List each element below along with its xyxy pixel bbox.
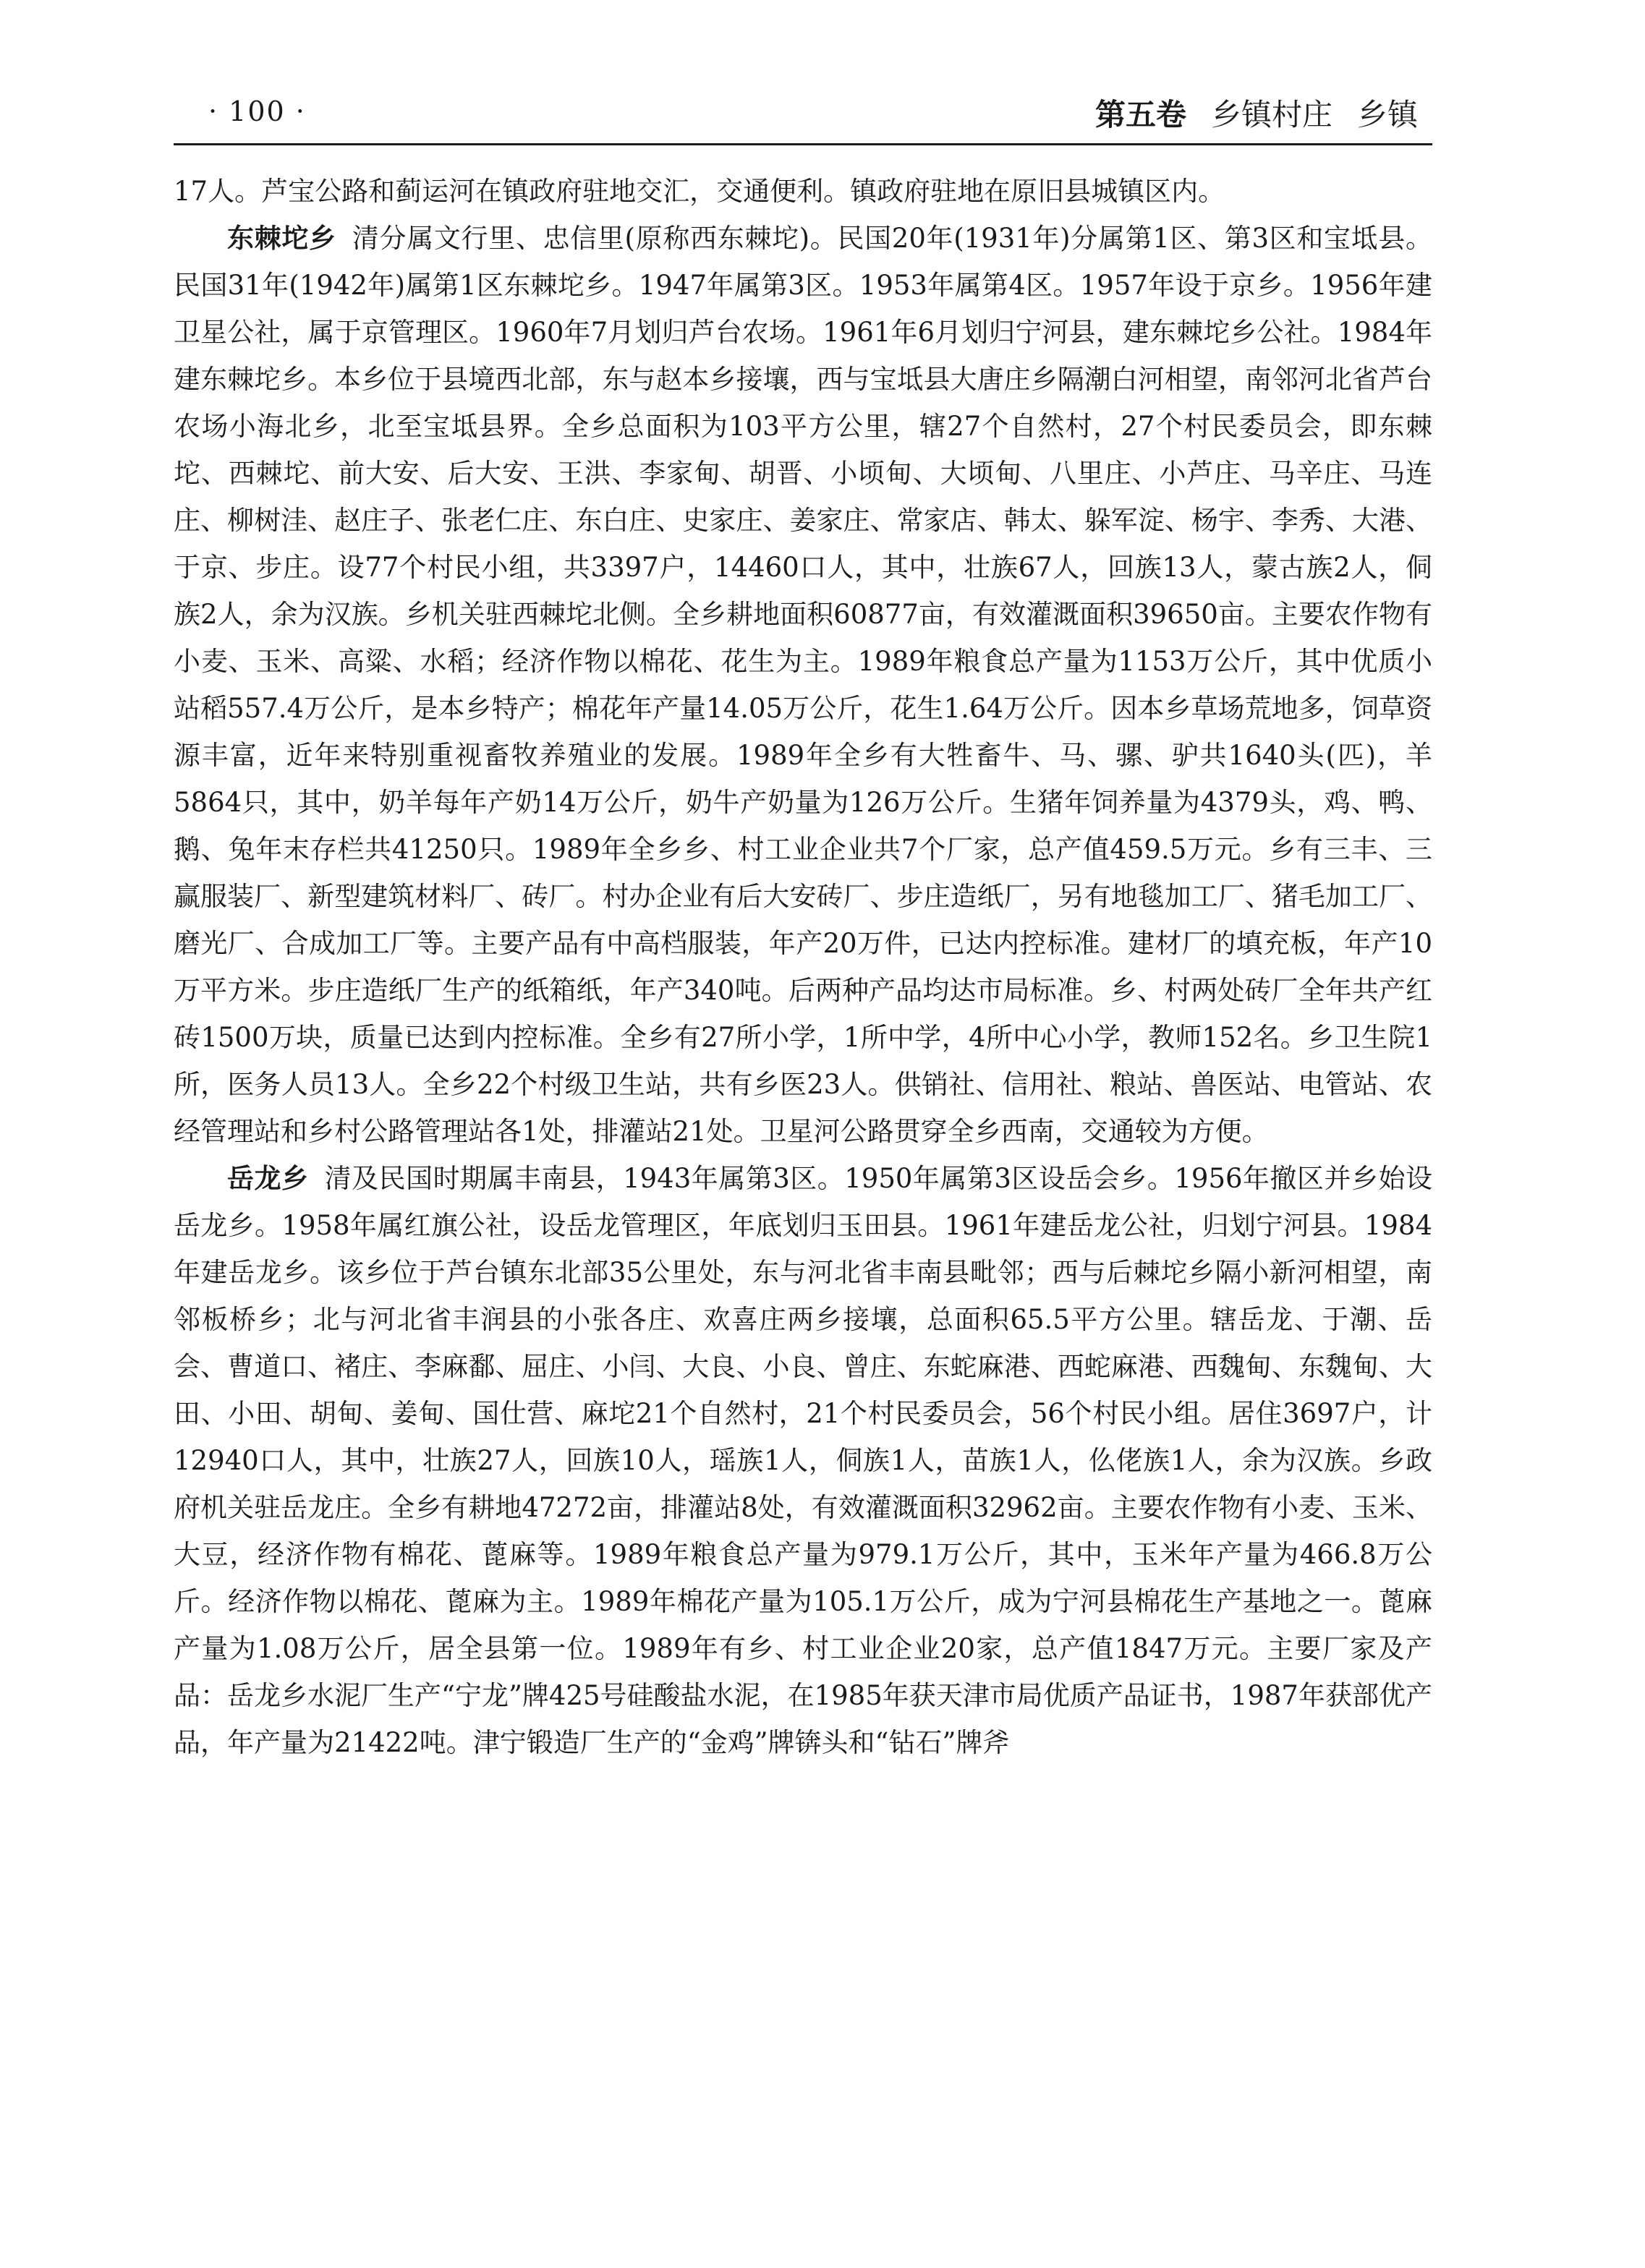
volume-title: 第五卷: [1094, 97, 1186, 132]
paragraph-text: 清及民国时期属丰南县，1943年属第3区。1950年属第3区设岳会乡。1956年撤区并乡始设岳龙乡。1958年属红旗公社，设岳龙管理区，年底划归玉田县。1961年建岳龙公社，归划宁河县。1984年建岳龙乡。该乡位于芦台镇东北部35公里处，东与河北省丰南县毗邻；西与后棘坨乡隔小新河相望，南邻板桥乡；北与河北省丰润县的小张各庄、欢喜庄两乡接壤，总面积65.5平方公里。辖岳龙、于潮、岳会、曹道口、褚庄、李麻鄱、屈庄、小闫、大良、小良、曾庄、东蛇麻港、西蛇麻港、西魏甸、东魏甸、大田、小田、胡甸、姜甸、国仕营、麻坨21个自然村，21个村民委员会，56个村民小组。居住3697户，计12940口人，其中，壮族27人，回族10人，瑶族1人，侗族1人，苗族1人，仫佬族1人，余为汉族。乡政府机关驻岳龙庄。全乡有耕地47272亩，排灌站8处，有效灌溉面积32962亩。主要农作物有小麦、玉米、大豆，经济作物有棉花、蓖麻等。1989年粮食总产量为979.1万公斤，其中，玉米年产量为466.8万公斤。经济作物以棉花、蓖麻为主。1989年棉花产量为105.1万公斤，成为宁河县棉花生产基地之一。蓖麻产量为1.08万公斤，居全县第一位。1989年有乡、村工业企业20家，总产值1847万元。主要厂家及产品：岳龙乡水泥厂生产“宁龙”牌425号硅酸盐水泥，在1985年获天津市局优质产品证书，1987年获部优产品，年产量为21422吨。津宁锻造厂生产的“金鸡”牌锛头和“钻石”牌斧: [174, 1163, 1432, 1758]
page-number: · 100 ·: [208, 95, 306, 127]
category-title: 乡镇村庄: [1210, 97, 1332, 132]
paragraph-yuelong: [174, 1155, 1432, 1766]
paragraph-text: 17人。芦宝公路和蓟运河在镇政府驻地交汇，交通便利。镇政府驻地在原旧县城镇区内。: [174, 176, 1225, 207]
paragraph-dongjituo: [174, 215, 1432, 1155]
entry-term: 岳龙乡: [227, 1163, 309, 1194]
subcategory-title: 乡镇: [1356, 97, 1418, 132]
entry-term: 东棘坨乡: [227, 223, 336, 254]
body-text: [174, 168, 1432, 1766]
page-header: [174, 85, 1432, 143]
section-title: [1095, 91, 1418, 135]
paragraph-text: 清分属文行里、忠信里(原称西东棘坨)。民国20年(1931年)分属第1区、第3区和宝坻县。民国31年(1942年)属第1区东棘坨乡。1947年属第3区。1953年属第4区。1957年设于京乡。1956年建卫星公社，属于京管理区。1960年7月划归芦台农场。1961年6月划归宁河县，建东棘坨乡公社。1984年建东棘坨乡。本乡位于县境西北部，东与赵本乡接壤，西与宝坻县大唐庄乡隔潮白河相望，南邻河北省芦台农场小海北乡，北至宝坻县界。全乡总面积为103平方公里，辖27个自然村，27个村民委员会，即东棘坨、西棘坨、前大安、后大安、王洪、李家甸、胡晋、小顷甸、大顷甸、八里庄、小芦庄、马辛庄、马连庄、柳树洼、赵庄子、张老仁庄、东白庄、史家庄、姜家庄、常家店、韩太、躲军淀、杨宇、李秀、大港、于京、步庄。设77个村民小组，共3397户，14460口人，其中，壮族67人，回族13人，蒙古族2人，侗族2人，余为汉族。乡机关驻西棘坨北侧。全乡耕地面积60877亩，有效灌溉面积39650亩。主要农作物有小麦、玉米、高粱、水稻；经济作物以棉花、花生为主。1989年粮食总产量为1153万公斤，其中优质小站稻557.4万公斤，是本乡特产；棉花年产量14.05万公斤，花生1.64万公斤。因本乡草场荒地多，饲草资源丰富，近年来特别重视畜牧养殖业的发展。1989年全乡有大牲畜牛、马、骡、驴共1640头(匹)，羊5864只，其中，奶羊每年产奶14万公斤，奶牛产奶量为126万公斤。生猪年饲养量为4379头，鸡、鸭、鹅、兔年末存栏共41250只。1989年全乡乡、村工业企业共7个厂家，总产值459.5万元。乡有三丰、三赢服装厂、新型建筑材料厂、砖厂。村办企业有后大安砖厂、步庄造纸厂，另有地毯加工厂、猪毛加工厂、磨光厂、合成加工厂等。主要产品有中高档服装，年产20万件，已达内控标准。建材厂的填充板，年产10万平方米。步庄造纸厂生产的纸箱纸，年产340吨。后两种产品均达市局标准。乡、村两处砖厂全年共产红砖1500万块，质量已达到内控标准。全乡有27所小学，1所中学，4所中心小学，教师152名。乡卫生院1所，医务人员13人。全乡22个村级卫生站，共有乡医23人。供销社、信用社、粮站、兽医站、电管站、农经管理站和乡村公路管理站各1处，排灌站21处。卫星河公路贯穿全乡西南，交通较为方便。: [174, 223, 1433, 1147]
paragraph-continuation: [174, 168, 1432, 215]
header-rule: [174, 143, 1432, 145]
